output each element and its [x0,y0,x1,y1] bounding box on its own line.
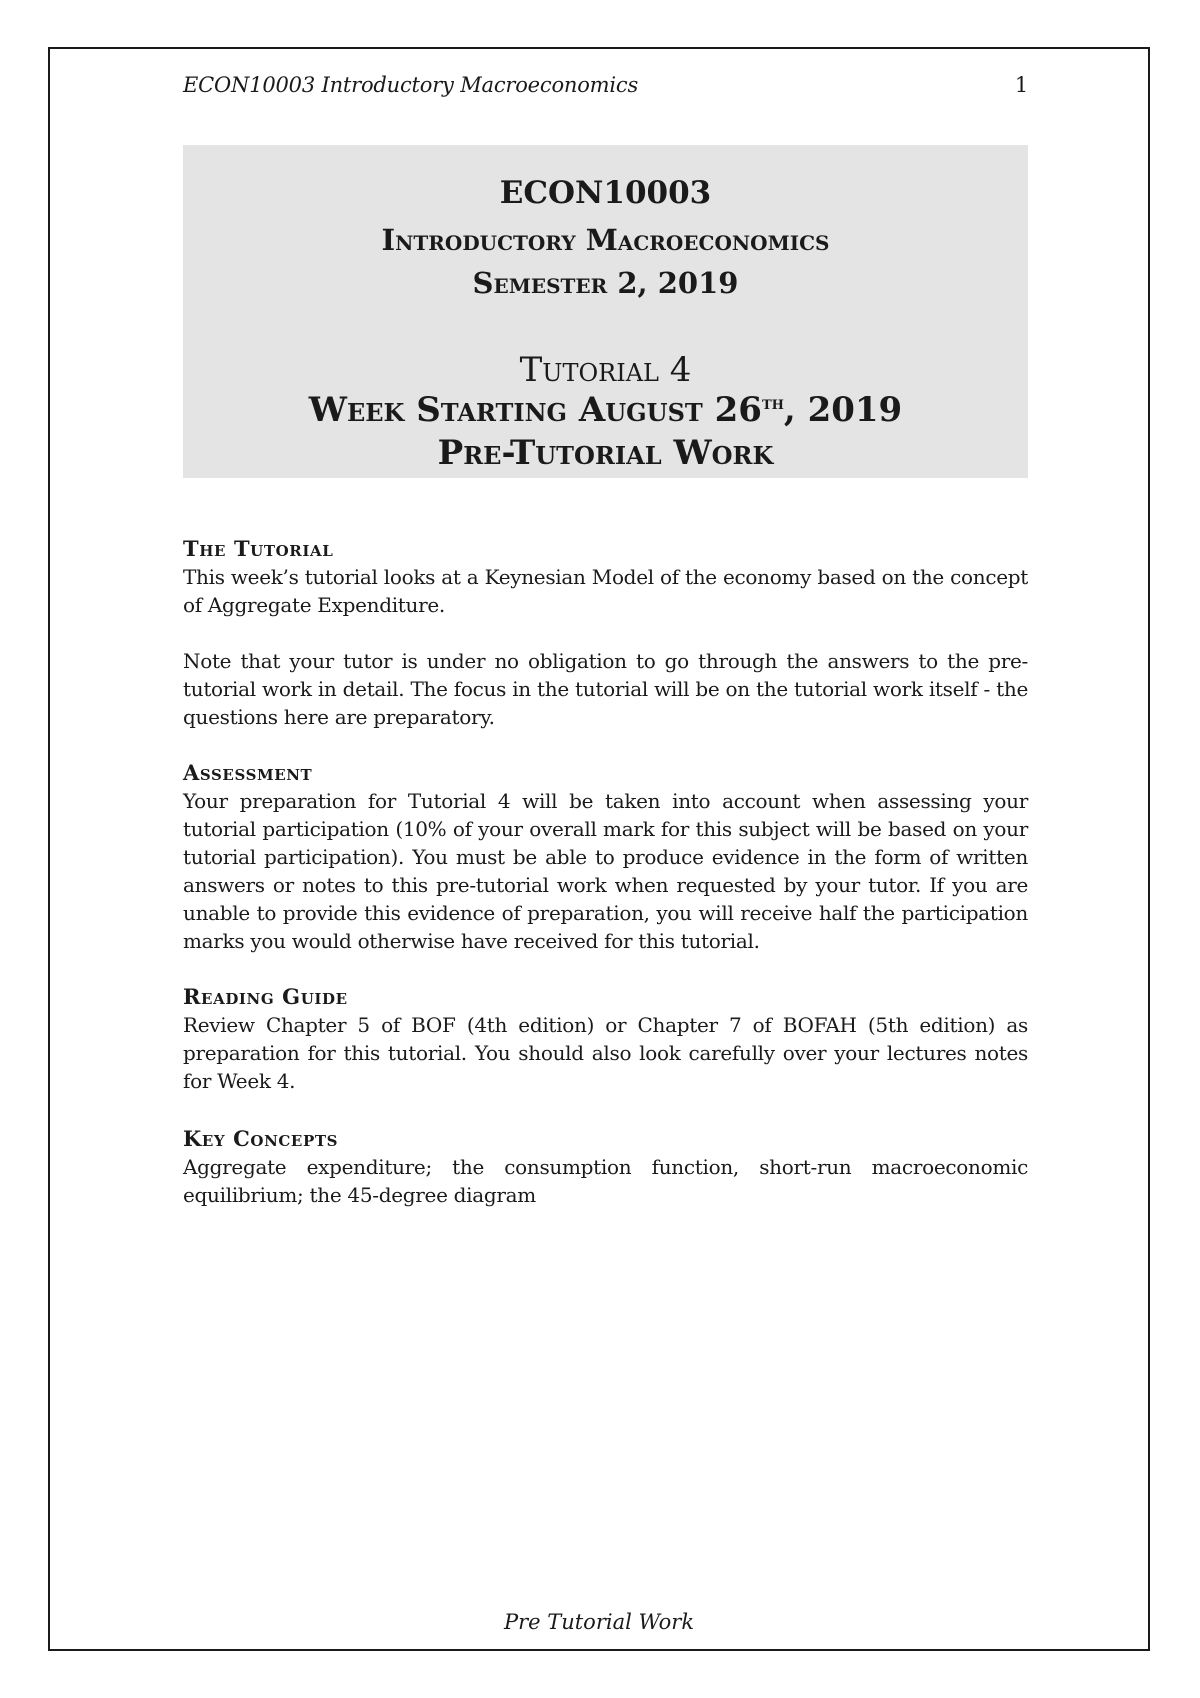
section-the-tutorial [183,535,1028,731]
course-code: ECON10003 [499,175,712,211]
week-prefix: Week Starting August 26 [308,390,762,430]
running-header [183,73,1028,101]
section-assessment [183,759,1028,955]
tutorial-title: Tutorial 4 [519,350,692,390]
page-number: 1 [1014,73,1028,97]
section-heading: Assessment [183,760,313,785]
section-heading: Reading Guide [183,984,348,1009]
page-footer: Pre Tutorial Work [503,1610,695,1634]
section-reading-guide [183,983,1028,1095]
work-type: Pre-Tutorial Work [437,433,774,473]
week-line [183,390,1028,430]
course-name: Introductory Macroeconomics [381,223,830,257]
paragraph: Review Chapter 5 of BOF (4th edition) or Chapter 7 of BOFAH (5th edition) as preparation for this tutorial. You should also look carefully over your lectures notes for Week 4. [183,1013,1028,1093]
week-suffix: , 2019 [783,390,903,430]
paragraph: This week’s tutorial looks at a Keynesian Model of the economy based on the concept of Aggregate Expenditure. [183,565,1028,617]
semester: Semester 2, 2019 [472,266,739,300]
week-superscript: th [761,393,784,414]
paragraph: Your preparation for Tutorial 4 will be taken into account when assessing your tutorial participation (10% of your overall mark for this subject will be based on your tutorial participation). You must be able to produce evidence in the form of written answers or notes to this pre-tutorial work when requested by your tutor. If you are unable to provide this evidence of preparation, you will receive half the participation marks you would otherwise have received for this tutorial. [183,789,1028,953]
paragraph: Note that your tutor is under no obligation to go through the answers to the pre-tutorial work in detail. The focus in the tutorial will be on the tutorial work itself - the questions here are preparatory. [183,649,1028,729]
running-title: ECON10003 Introductory Macroeconomics [183,73,639,97]
title-block [183,145,1028,478]
section-key-concepts [183,1125,1028,1209]
paragraph: Aggregate expenditure; the consumption function, short-run macroeconomic equilibrium; the 45-degree diagram [183,1155,1028,1207]
section-heading: Key Concepts [183,1126,339,1151]
section-heading: The Tutorial [183,536,334,561]
